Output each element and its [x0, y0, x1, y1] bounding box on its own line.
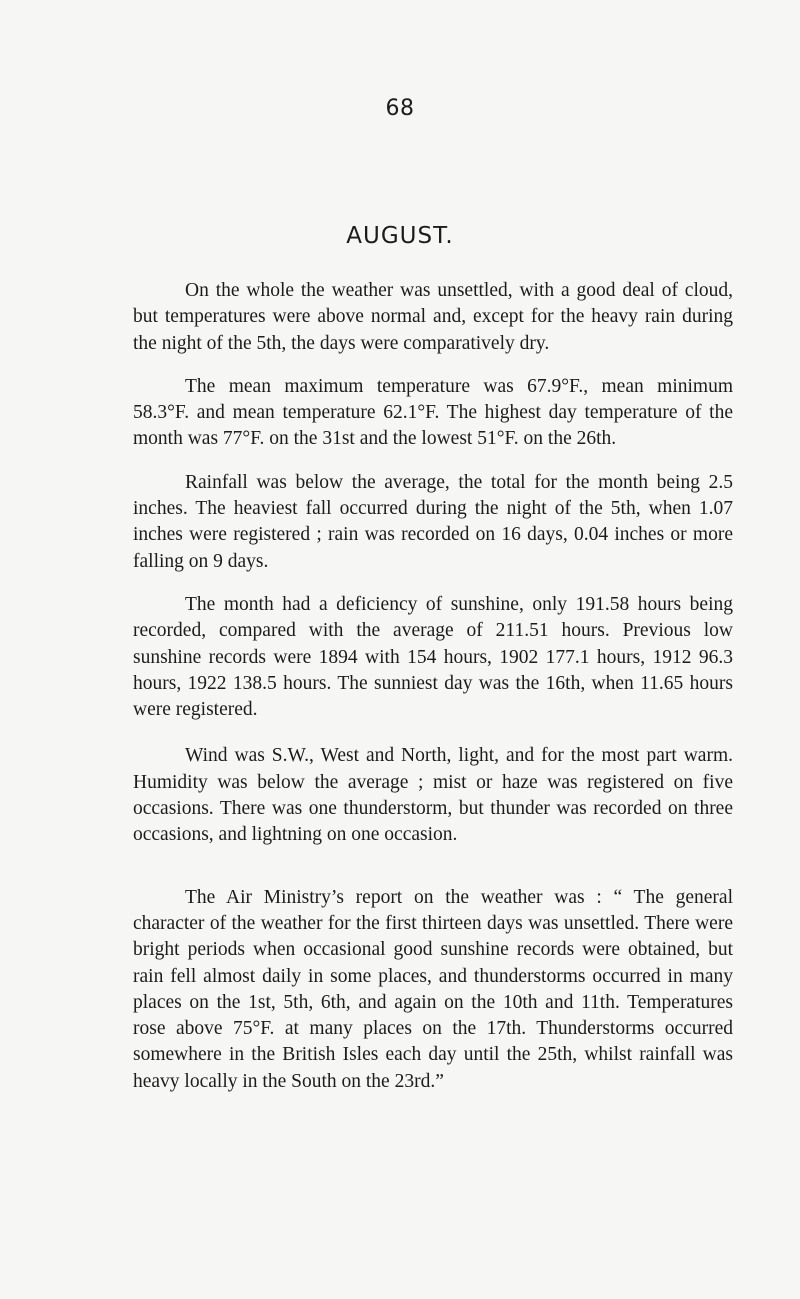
paragraph-general-weather: On the whole the weather was unsettled, with a good deal of cloud, but temperatures were above normal and, except for the heavy rain during the night of the 5th, the days were comparatively dry. — [133, 280, 733, 354]
section-heading: AUGUST. — [346, 223, 454, 249]
paragraph-sunshine: The month had a deficiency of sunshine, only 191.58 hours being recorded, compared with the average of 211.51 hours. Previous low sunshine records were 1894 with 154 hours, 1902 177.1 hours, 1912 96.3 hours, 1922 138.5 hours. The sunniest day was the 16th, when 11.65 hours were registered. — [133, 593, 733, 721]
paragraph-temperature: The mean maximum temperature was 67.9°F., mean minimum 58.3°F. and mean temperature 62.1°F. The highest day temperature of the month was 77°F. on the 31st and the lowest 51°F. on the 26th. — [133, 375, 733, 450]
paragraph-air-ministry-report: The Air Ministry’s report on the weather was : “ The general character of the weather for the first thirteen days was unsettled. There were bright periods when occasional good sunshine records were obtained, but rain fell almost daily in some places, and thunderstorms occurred in many places on the 1st, 5th, 6th, and again on the 10th and 11th. Temperatures rose above 75°F. at many places on the 17th. Thunderstorms occurred somewhere in the British Isles each day until the 25th, whilst rainfall was heavy locally in the South on the 23rd.” — [133, 886, 733, 1092]
page-number: 68 — [385, 96, 415, 121]
body-text — [133, 278, 733, 1095]
paragraph-wind-humidity: Wind was S.W., West and North, light, and for the most part warm. Humidity was below the average ; mist or haze was registered on five occasions. There was one thunderstorm, but thunder was recorded on three occasions, and lightning on one occasion. — [133, 745, 733, 846]
paragraph-rainfall: Rainfall was below the average, the total for the month being 2.5 inches. The heaviest fall occurred during the night of the 5th, when 1.07 inches were registered ; rain was recorded on 16 days, 0.04 inches or more falling on 9 days. — [133, 471, 733, 572]
